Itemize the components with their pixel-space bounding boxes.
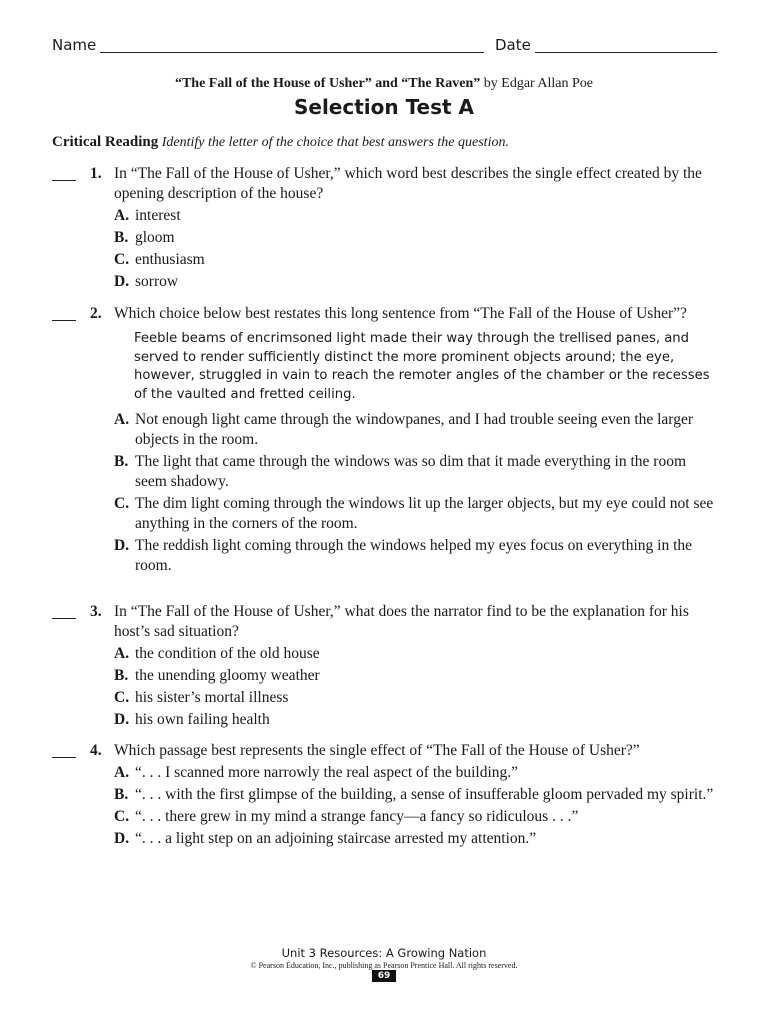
selection-subtitle [0, 76, 768, 92]
name-date-row [52, 36, 717, 56]
answer-blank[interactable] [52, 320, 76, 321]
question-stem: In “The Fall of the House of Usher,” which word best describes the single effect created by the opening description of the house? [114, 165, 702, 202]
quoted-passage: Feeble beams of encrimsoned light made their way through the trellised panes, and served to render sufficiently distinct the more prominent objects around; the eye, however, struggled in vain to reach the remoter angles of the chamber or the recesses of the vaulted and fretted ceiling. [134, 331, 710, 402]
option: B. The light that came through the windows was so dim that it made everything in the room seem shadowy. [114, 453, 686, 490]
option: C. The dim light coming through the windows lit up the larger objects, but my eye could not see anything in the corners of the room. [114, 495, 714, 532]
page-number: 69 [372, 970, 396, 982]
option: B. gloom [114, 229, 175, 246]
answer-blank[interactable] [52, 757, 76, 758]
page-title: Selection Test A [293, 95, 475, 119]
question-number: 3. [90, 603, 102, 620]
option: A. “. . . I scanned more narrowly the real aspect of the building.” [114, 764, 519, 781]
footer-copyright: © Pearson Education, Inc., publishing as Pearson Prentice Hall. All rights reserved. [250, 961, 518, 970]
option: A. the condition of the old house [114, 645, 320, 662]
option: D. The reddish light coming through the windows helped my eyes focus on everything in the room. [114, 537, 693, 574]
option: D. his own failing health [114, 711, 270, 728]
date-label: Date [495, 36, 531, 54]
option: D. “. . . a light step on an adjoining staircase arrested my attention.” [114, 830, 537, 847]
works-title: “The Fall of the House of Usher” and “The Raven” [174, 76, 481, 91]
option: A. Not enough light came through the windowpanes, and I had trouble seeing even the larger objects in the room. [114, 411, 693, 448]
author: by Edgar Allan Poe [480, 76, 594, 91]
question-4 [52, 741, 717, 849]
instruction-text: Identify the letter of the choice that best answers the question. [161, 135, 509, 150]
question-stem: Which choice below best restates this long sentence from “The Fall of the House of Usher”? [114, 305, 687, 322]
option: C. enthusiasm [114, 251, 205, 268]
name-label: Name [52, 36, 97, 54]
question-1 [52, 164, 717, 292]
option: C. his sister’s mortal illness [114, 689, 289, 706]
date-line[interactable] [535, 52, 717, 53]
question-stem: Which passage best represents the single effect of “The Fall of the House of Usher?” [114, 742, 640, 759]
option: B. “. . . with the first glimpse of the building, a sense of insufferable gloom pervaded my spirit.” [114, 786, 714, 803]
answer-blank[interactable] [52, 180, 76, 181]
question-2 [52, 304, 717, 576]
option: B. the unending gloomy weather [114, 667, 320, 684]
section-heading: Critical Reading [52, 134, 159, 150]
section-instructions [52, 134, 509, 151]
question-number: 2. [90, 305, 102, 322]
option: C. “. . . there grew in my mind a strange fancy—a fancy so ridiculous . . .” [114, 808, 579, 825]
question-number: 1. [90, 165, 102, 182]
name-line[interactable] [100, 52, 484, 53]
option: A. interest [114, 207, 181, 224]
question-number: 4. [90, 742, 102, 759]
option: D. sorrow [114, 273, 179, 290]
answer-blank[interactable] [52, 618, 76, 619]
footer-unit: Unit 3 Resources: A Growing Nation [281, 946, 487, 960]
question-3 [52, 602, 717, 730]
question-stem: In “The Fall of the House of Usher,” what does the narrator find to be the explanation for his host’s sad situation? [114, 603, 689, 640]
